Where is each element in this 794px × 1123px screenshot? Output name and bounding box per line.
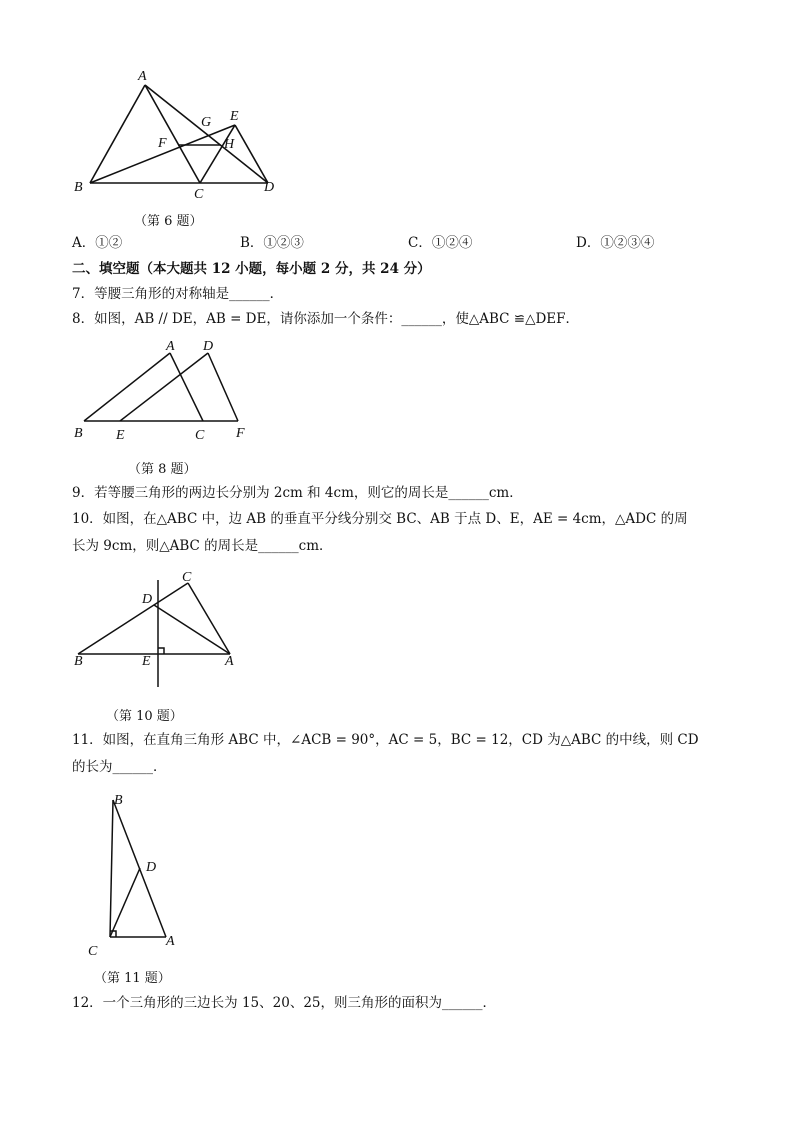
question-12: 12．一个三角形的三边长为 15、20、25，则三角形的面积为______． [72,995,497,1011]
label-g: G [201,115,212,130]
label-a: A [166,934,175,949]
label-c: C [195,428,205,443]
label-a: A [138,69,147,84]
caption-q10: （第 10 题） [106,709,183,724]
option-a: A．①② [72,235,123,251]
label-e: E [230,109,239,124]
segment-ba [84,353,170,421]
figure-q11 [78,785,198,960]
figure-q10 [70,565,250,695]
caption-q6: （第 6 题） [134,214,203,229]
label-d: D [146,860,157,875]
segment-ad [145,85,268,183]
caption-q11: （第 11 题） [94,971,171,986]
figure-q8 [70,335,260,447]
label-c: C [88,944,98,959]
label-b: B [114,793,123,808]
label-c: C [182,570,192,585]
question-10-line1: 10．如图，在△ABC 中，边 AB 的垂直平分线分别交 BC、AB 于点 D、E，AE = 4cm，△ADC 的周 [72,511,688,527]
question-10-line2: 长为 9cm，则△ABC 的周长是______cm． [72,538,333,554]
segment-cb [110,800,113,937]
question-9: 9．若等腰三角形的两边长分别为 2cm 和 4cm，则它的周长是______cm． [72,485,523,501]
question-11-line1: 11．如图，在直角三角形 ABC 中，∠ACB = 90°，AC = 5，BC = 12，CD 为△ABC 的中线，则 CD [72,732,699,748]
question-11-line2: 的长为______． [72,759,167,775]
segment-ac [170,353,203,421]
segment-da [154,605,230,654]
label-d: D [264,180,275,195]
option-b: B．①②③ [240,235,304,251]
label-f: F [236,426,245,441]
right-angle-mark [158,648,164,654]
segment-be [90,125,235,183]
segment-bc [78,583,188,654]
segment-ab [90,85,145,183]
label-b: B [74,180,83,195]
section-heading: 二、填空题（本大题共 12 小题，每小题 2 分，共 24 分） [72,261,431,277]
question-8: 8．如图，AB // DE，AB = DE，请你添加一个条件：______，使△ABC ≌△DEF． [72,311,580,327]
label-e: E [142,654,151,669]
label-d: D [142,592,153,607]
label-a: A [166,339,175,354]
label-a: A [225,654,234,669]
segment-cd [110,868,140,937]
question-7: 7．等腰三角形的对称轴是______． [72,286,284,302]
label-h: H [224,137,235,152]
caption-q8: （第 8 题） [128,462,197,477]
label-b: B [74,426,83,441]
option-c: C．①②④ [408,235,473,251]
segment-ed [120,353,208,421]
option-d: D．①②③④ [576,235,655,251]
segment-df [208,353,238,421]
segment-ac [145,85,200,183]
segment-ca [188,583,230,654]
label-f: F [158,136,167,151]
label-c: C [194,187,204,202]
label-d: D [203,339,214,354]
label-e: E [116,428,125,443]
segment-ed [235,125,268,183]
label-b: B [74,654,83,669]
figure-q6 [70,60,290,205]
